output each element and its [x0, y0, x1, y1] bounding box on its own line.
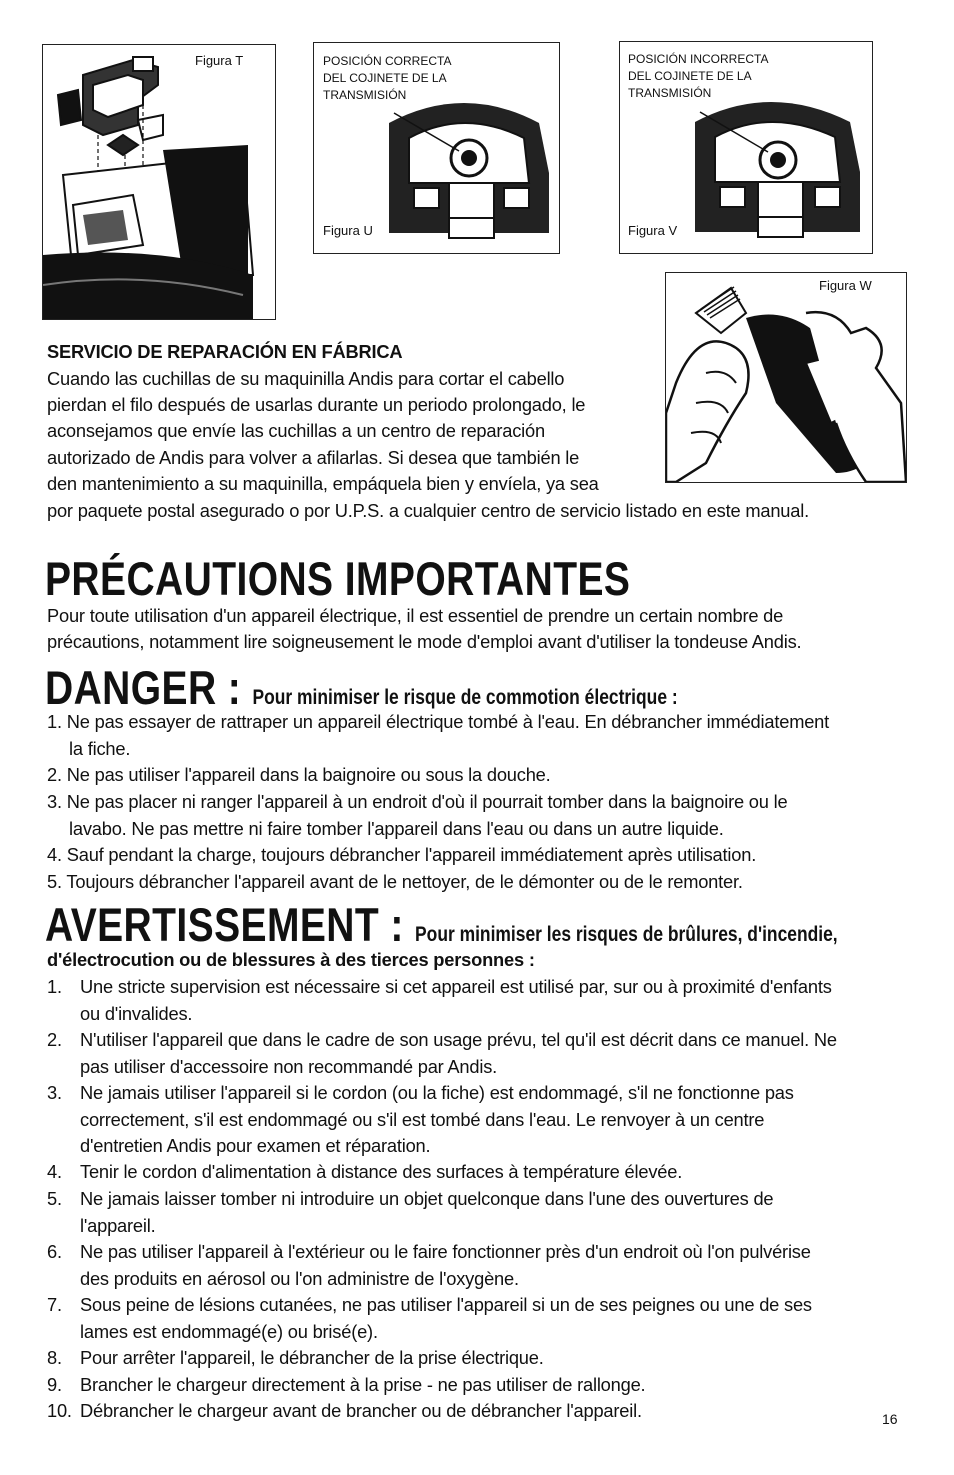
repair-line: autorizado de Andis para volver a afilarlas. Si desea que también le — [47, 447, 580, 468]
clipper-assembly-illustration — [43, 45, 275, 319]
danger-item: 1. Ne pas essayer de rattraper un appareil électrique tombé à l'eau. En débrancher immédiatement la fiche. — [47, 711, 830, 759]
warning-item: 7. Sous peine de lésions cutanées, ne pas utiliser l'appareil si un de ses peignes ou une de ses lames est endommagé(e) ou brisé(e). — [47, 1294, 812, 1342]
figure-u-label: Figura U — [323, 223, 373, 238]
warning-item: 3. Ne jamais utiliser l'appareil si le cordon (ou la fiche) est endommagé, s'il ne fonctionne pas correctement, s'il est endommagé ou s'il est tombé dans l'eau. Le renvoyer à un centre d'entretien Andis pour examen et réparation. — [47, 1082, 794, 1156]
warning-title: AVERTISSEMENT : — [45, 898, 404, 951]
warning-subtitle-cont: d'électrocution ou de blessures à des tierces personnes : — [47, 949, 535, 970]
danger-item: 2. Ne pas utiliser l'appareil dans la baignoire ou sous la douche. — [47, 764, 551, 785]
danger-item: 4. Sauf pendant la charge, toujours débrancher l'appareil immédiatement après utilisation. — [47, 844, 757, 865]
figure-w-label: Figura W — [819, 278, 872, 293]
hands-holding-clipper-illustration — [666, 273, 906, 482]
warning-item: 9. Brancher le chargeur directement à la prise - ne pas utiliser de rallonge. — [47, 1374, 646, 1395]
warning-item: 6. Ne pas utiliser l'appareil à l'extérieur ou le faire fonctionner près d'un endroit où l'on pulvérise des produits en aérosol ou l'on administre de l'oxygène. — [47, 1241, 811, 1289]
warning-item: 1. Une stricte supervision est nécessaire si cet appareil est utilisé par, sur ou à proximité d'enfants ou d'invalides. — [47, 976, 832, 1024]
figure-u-note: POSICIÓN CORRECTA DEL COJINETE DE LA TRANSMISIÓN — [323, 54, 452, 102]
warning-item: 2. N'utiliser l'appareil que dans le cadre de son usage prévu, tel qu'il est décrit dans ce manuel. Ne pas utiliser d'accessoire non recommandé par Andis. — [47, 1029, 837, 1077]
precautions-line: précautions, notamment lire soigneusement le mode d'emploi avant d'utiliser la tondeuse Andis. — [47, 631, 802, 652]
repair-line: aconsejamos que envíe las cuchillas a un centro de reparación — [47, 420, 545, 441]
figure-u — [313, 42, 560, 254]
danger-item: 5. Toujours débrancher l'appareil avant de le nettoyer, de le démonter ou de le remonter. — [47, 871, 743, 892]
danger-item: 3. Ne pas placer ni ranger l'appareil à un endroit d'où il pourrait tomber dans la baignoire ou le lavabo. Ne pas mettre ni faire tomber l'appareil dans l'eau ou dans un autre liquide. — [47, 791, 788, 839]
figure-w — [665, 272, 907, 483]
warning-item: 4. Tenir le cordon d'alimentation à distance des surfaces à température élevée. — [47, 1161, 683, 1182]
repair-line: Cuando las cuchillas de su maquinilla Andis para cortar el cabello — [47, 368, 565, 389]
page-number: 16 — [882, 1411, 898, 1427]
precautions-line: Pour toute utilisation d'un appareil électrique, il est essentiel de prendre un certain nombre de — [47, 605, 784, 626]
warning-item: 10. Débrancher le chargeur avant de brancher ou de débrancher l'appareil. — [47, 1400, 642, 1421]
figure-v-note: POSICIÓN INCORRECTA DEL COJINETE DE LA TRANSMISIÓN — [628, 52, 769, 100]
warning-item: 5. Ne jamais laisser tomber ni introduire un objet quelconque dans l'une des ouvertures de l'appareil. — [47, 1188, 774, 1236]
warning-subtitle: Pour minimiser les risques de brûlures, d'incendie, — [415, 923, 838, 946]
repair-line: den mantenimiento a su maquinilla, empáquela bien y envíela, ya sea — [47, 473, 599, 494]
warning-item: 8. Pour arrêter l'appareil, le débrancher de la prise électrique. — [47, 1347, 544, 1368]
figure-t-label: Figura T — [195, 53, 244, 68]
repair-line: pierdan el filo después de usarlas durante un periodo prolongado, le — [47, 394, 586, 415]
figure-v — [619, 41, 873, 254]
repair-line: por paquete postal asegurado o por U.P.S. a cualquier centro de servicio listado en este manual. — [47, 500, 809, 521]
precautions-heading: PRÉCAUTIONS IMPORTANTES — [45, 552, 631, 605]
figure-t — [42, 44, 276, 320]
figure-v-label: Figura V — [628, 223, 678, 238]
danger-subtitle: Pour minimiser le risque de commotion électrique : — [252, 686, 678, 709]
danger-title: DANGER : — [45, 661, 242, 714]
repair-title: SERVICIO DE REPARACIÓN EN FÁBRICA — [47, 341, 403, 362]
